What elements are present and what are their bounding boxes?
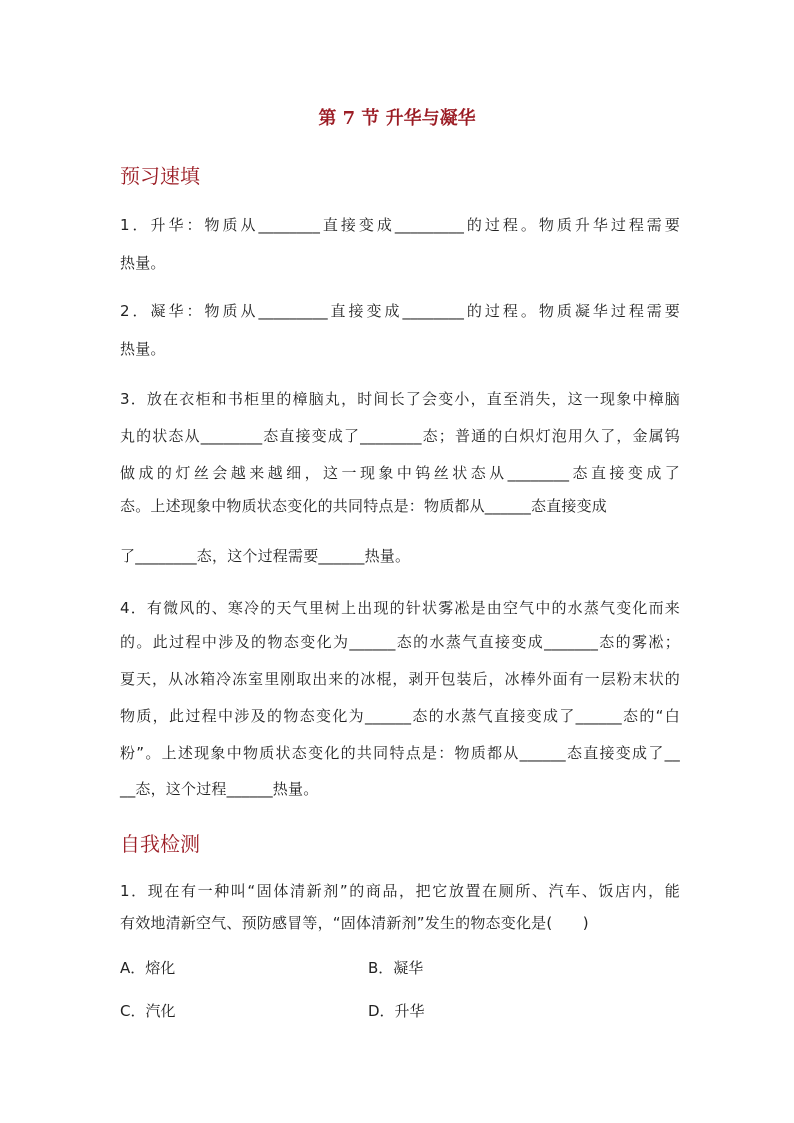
option-b: B．凝华: [368, 959, 424, 977]
q3-line2: 丸的状态从________态直接变成了________态；普通的白炽灯泡用久了，金属钨: [120, 427, 680, 445]
section-heading-self-check: 自我检测: [120, 832, 200, 856]
option-d: D．升华: [368, 1002, 425, 1020]
q4-line1: 4．有微风的、寒冷的天气里树上出现的针状雾凇是由空气中的水蒸气变化而来: [120, 599, 680, 617]
q3-line3: 做成的灯丝会越来越细，这一现象中钨丝状态从________态直接变成了: [120, 464, 680, 482]
q4-line4: 物质，此过程中涉及的物态变化为______态的水蒸气直接变成了______态的“白: [120, 707, 680, 725]
q2-line1: 2．凝华：物质从_________直接变成________的过程。物质凝华过程需要: [120, 302, 680, 320]
q3-line5: 了________态，这个过程需要______热量。: [120, 547, 411, 565]
q1-line1: 1．升华：物质从________直接变成_________的过程。物质升华过程需要: [120, 216, 680, 234]
sq1-line2: 有效地清新空气、预防感冒等，“固体清新剂”发生的物态变化是( ): [120, 914, 589, 932]
q3-line1: 3．放在衣柜和书柜里的樟脑丸，时间长了会变小，直至消失，这一现象中樟脑: [120, 390, 680, 408]
option-c: C．汽化: [120, 1002, 176, 1020]
page-title: 第 7 节 升华与凝华: [318, 108, 476, 129]
q4-line6: __态，这个过程______热量。: [120, 780, 319, 798]
option-a: A．熔化: [120, 959, 176, 977]
q1-line2: 热量。: [120, 254, 166, 272]
q4-line3: 夏天，从冰箱冷冻室里刚取出来的冰棍，剥开包装后，冰棒外面有一层粉末状的: [120, 670, 680, 688]
q4-line2: 的。此过程中涉及的物态变化为______态的水蒸气直接变成_______态的雾凇；: [120, 633, 680, 651]
q2-line2: 热量。: [120, 340, 166, 358]
section-heading-preview: 预习速填: [120, 164, 200, 188]
sq1-line1: 1．现在有一种叫“固体清新剂”的商品，把它放置在厕所、汽车、饭店内，能: [120, 882, 680, 900]
q4-line5: 粉”。上述现象中物质状态变化的共同特点是：物质都从______态直接变成了__: [120, 744, 680, 762]
q3-line4: 态。上述现象中物质状态变化的共同特点是：物质都从______态直接变成: [120, 497, 608, 515]
